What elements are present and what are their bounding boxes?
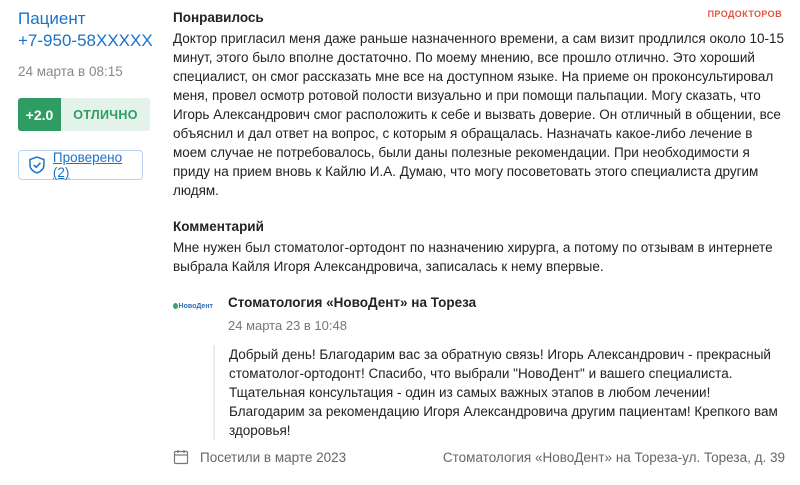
patient-name[interactable]: Пациент [18, 9, 86, 28]
rating-label: ОТЛИЧНО [73, 107, 138, 122]
patient-phone[interactable]: +7-950-58XXXXX [18, 31, 153, 50]
clinic-logo [173, 301, 213, 311]
rating-badge [18, 98, 150, 131]
comment-title: Комментарий [173, 219, 264, 234]
liked-title: Понравилось [173, 10, 264, 25]
comment-text: Мне нужен был стоматолог-ортодонт по назначению хирурга, а потому по отзывам в интернете выбрала Кайля Игоря Александровича, записалась к нему впервые. [173, 240, 773, 274]
clinic-location[interactable]: Стоматология «НовоДент» на Тореза-ул. Тореза, д. 39 [442, 449, 785, 465]
shield-check-icon [27, 155, 47, 175]
verified-label[interactable]: Проверено (2) [52, 150, 123, 180]
prodoktorov-logo: ПРОДОКТОРОВ [707, 9, 782, 19]
patient-panel [18, 8, 158, 180]
clinic-name[interactable]: Стоматология «НовоДент» на Тореза [228, 295, 477, 310]
clinic-reply [173, 293, 785, 440]
verified-button[interactable] [18, 150, 143, 180]
visit-date: Посетили в марте 2023 [200, 449, 347, 465]
clinic-logo-mark [173, 303, 178, 309]
clinic-reply-date: 24 марта 23 в 10:48 [228, 318, 347, 333]
clinic-logo-text: НовоДент [178, 302, 213, 310]
review-footer [173, 449, 785, 465]
rating-score: +2.0 [18, 98, 61, 131]
review-content [173, 8, 785, 440]
calendar-icon [173, 449, 189, 465]
review-date: 24 марта в 08:15 [18, 64, 123, 79]
liked-text: Доктор пригласил меня даже раньше назначенного времени, а сам визит продлился около 10-15 минут, этого было вполне достаточно. По моему мнению, все прошло отлично. Это хороший специалист, он смог рассказать мне все на доступном языке. На приеме он проконсультировал меня, провел осмотр ротовой полости визуально и при помощи пальпации. Могу сказать, что Игорь Александрович смог расположить к себе и вызвать доверие. Он отличный в общении, все объяснил и дал ответ на вопрос, с которым я обращалась. Назначать какое-либо лечение в моем случае не потребовалось, были даны полезные рекомендации. При необходимости я приду на прием вновь к Кайлю И.А. Думаю, что могу посоветовать этого специалиста другим людям. [173, 31, 785, 198]
clinic-reply-text: Добрый день! Благодарим вас за обратную связь! Игорь Александрович - прекрасный стоматолог-ортодонт! Спасибо, что выбрали "НовоДент" и вашего специалиста. Тщательная консультация - один из самых важных этапов в любом лечении! Благодарим за рекомендацию Игоря Александровича другим пациентам! Крепкого вам здоровья! [213, 345, 785, 440]
